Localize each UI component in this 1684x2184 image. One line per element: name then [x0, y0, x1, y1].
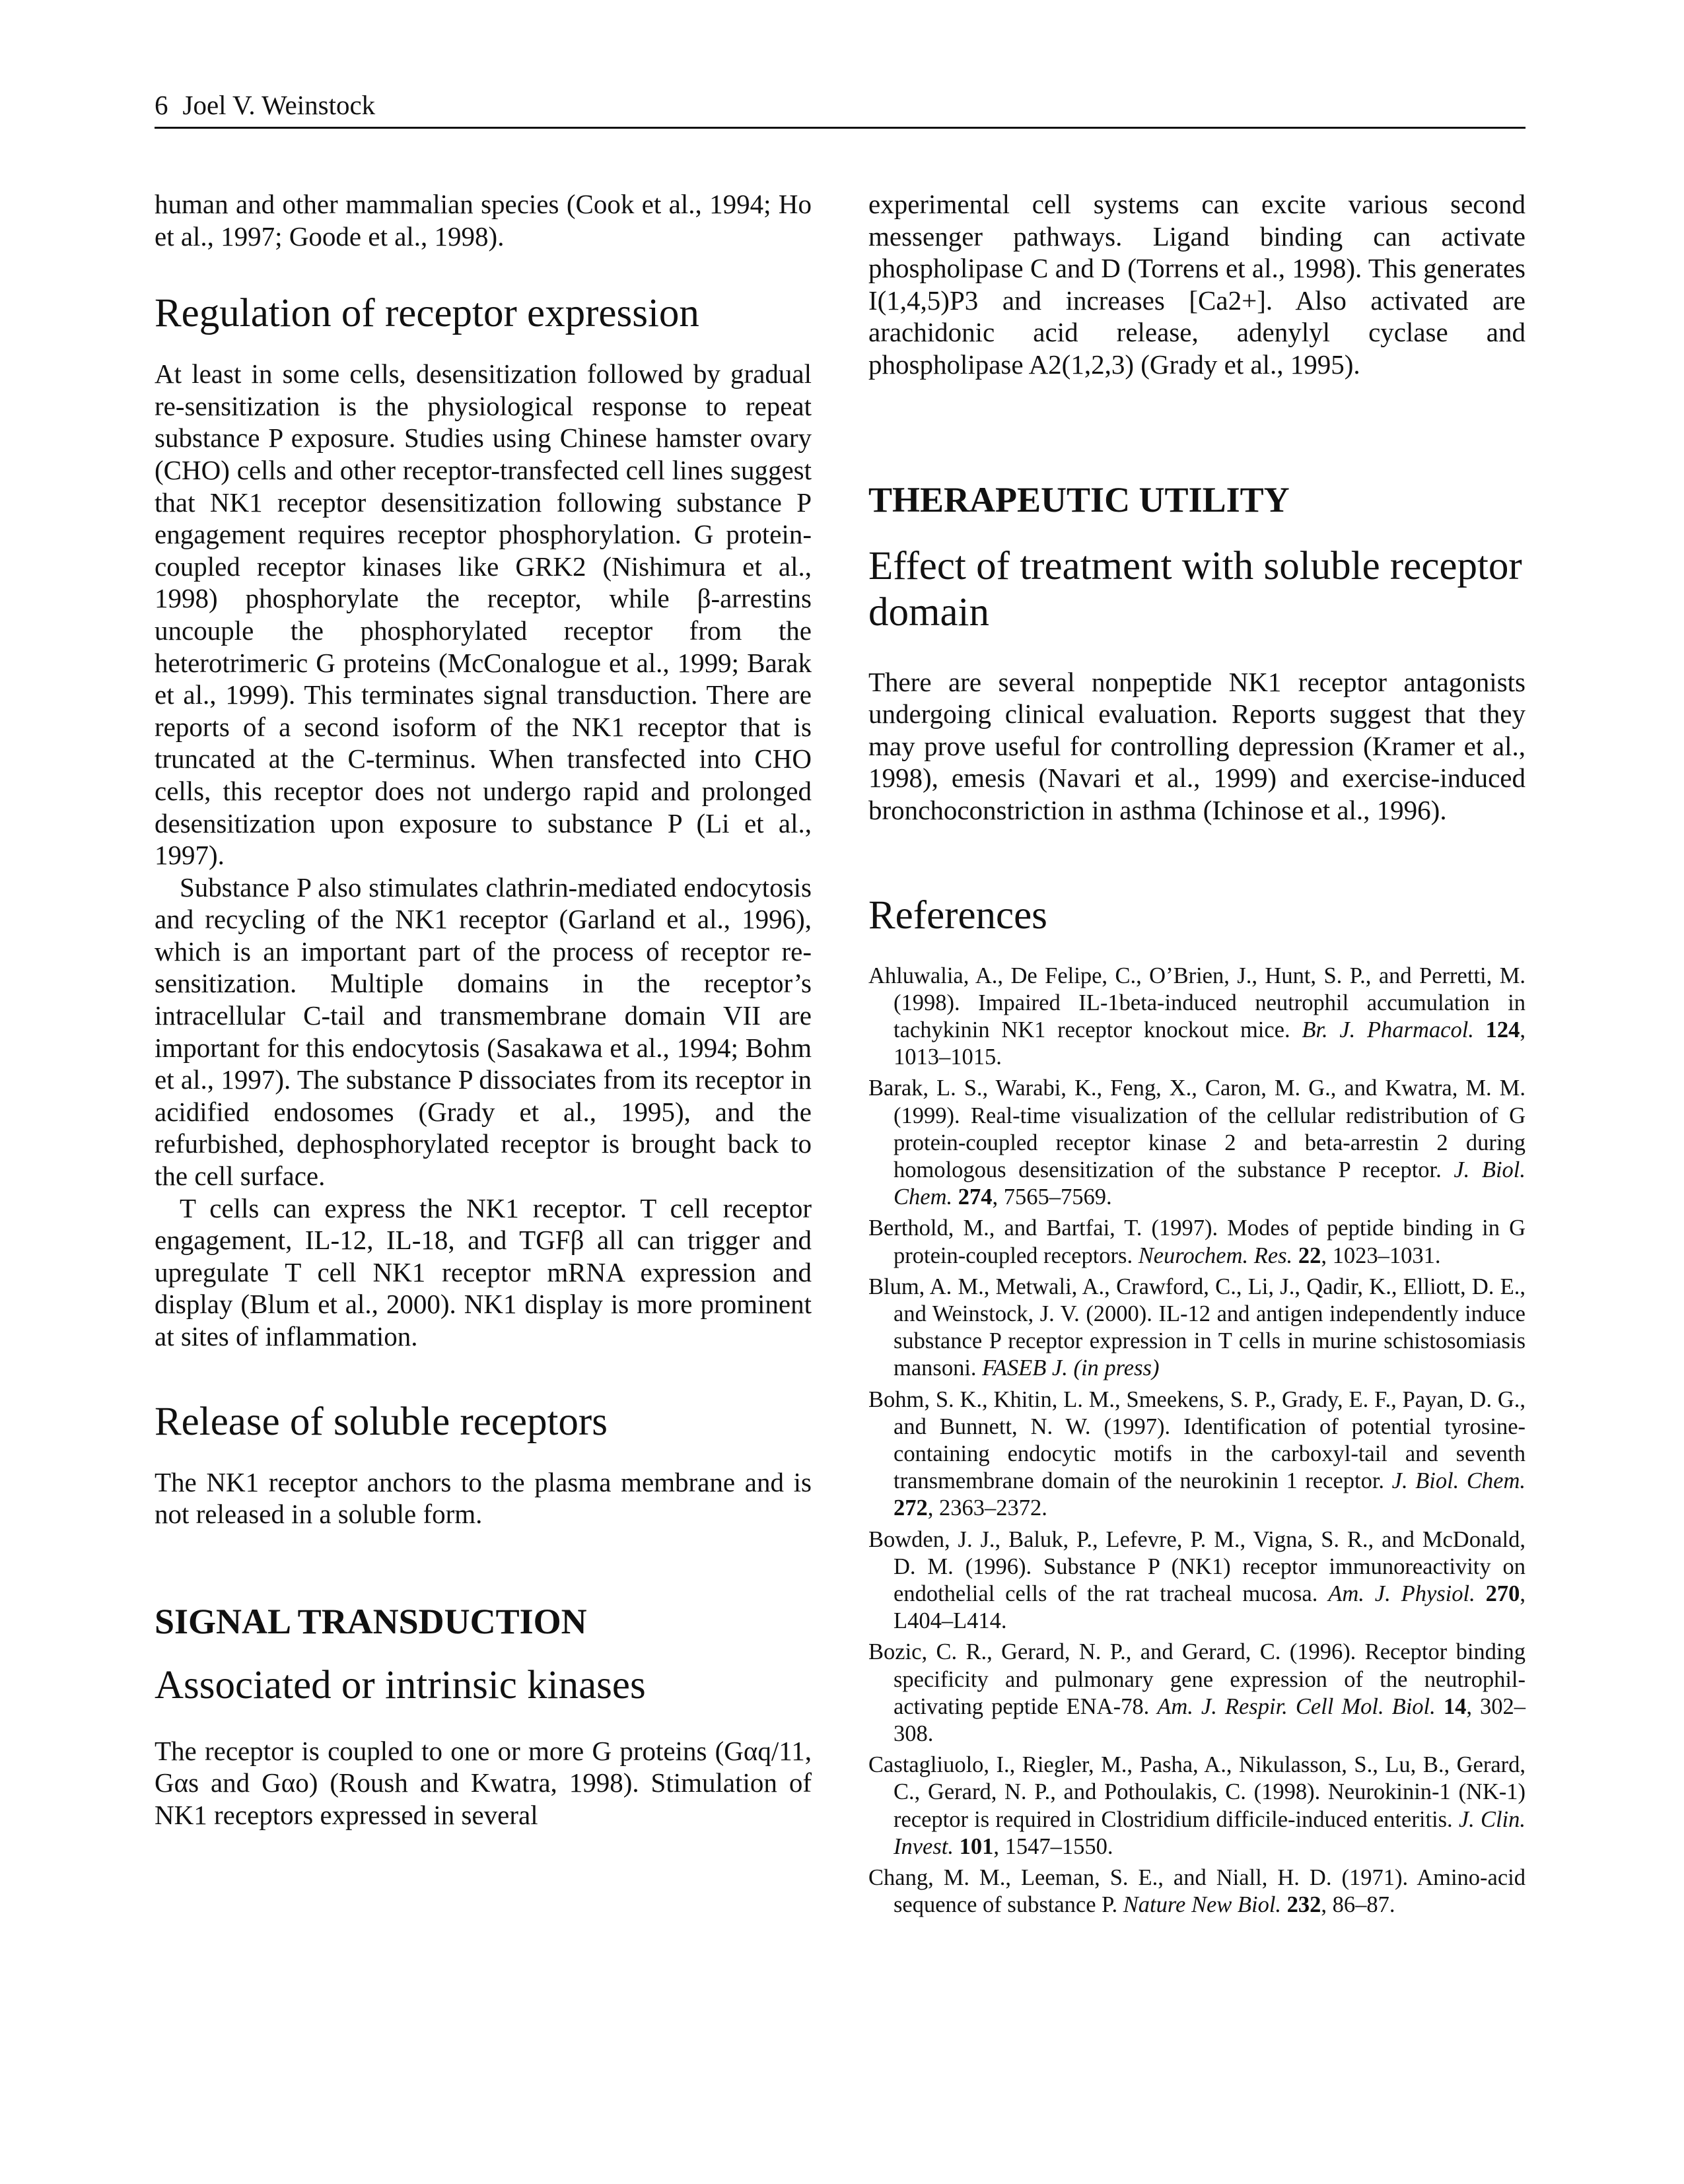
- reference-list: [868, 963, 1526, 1919]
- regulation-paragraph-1: At least in some cells, desensitization followed by gradual re-sensitization is the physiological response to repeat substance P exposure. Studies using Chinese hamster ovary (CHO) cells and other receptor-transfected cell lines suggest that NK1 receptor desensitization following substance P engagement requires receptor phosphorylation. G protein-coupled receptor kinases like GRK2 (Nishimura et al., 1998) phosphorylate the receptor, while β-arrestins uncouple the phosphorylated receptor from the heterotrimeric G proteins (McConalogue et al., 1999; Barak et al., 1999). This terminates signal transduction. There are reports of a second isoform of the NK1 receptor that is truncated at the C-terminus. When transfected into CHO cells, this receptor does not undergo rapid and prolonged desensitization upon exposure to substance P (Li et al., 1997).: [155, 358, 812, 871]
- heading-references: References: [868, 893, 1047, 938]
- regulation-paragraph-2: Substance P also stimulates clathrin-mediated endocytosis and recycling of the NK1 receptor (Garland et al., 1996), which is an important part of the process of receptor re-sensitization. Multiple domains in the receptor’s intracellular C-tail and transmembrane domain VII are important for this endocytosis (Sasakawa et al., 1994; Bohm et al., 1997). The substance P dissociates from its receptor in acidified endosomes (Grady et al., 1995), and the refurbished, dephosphorylated receptor is brought back to the cell surface.: [155, 871, 812, 1192]
- heading-regulation: Regulation of receptor expression: [155, 291, 699, 336]
- heading-release: Release of soluble receptors: [155, 1399, 608, 1444]
- reference-item: Blum, A. M., Metwali, A., Crawford, C., Li, J., Qadir, K., Elliott, D. E., and Weinstock, J. V. (2000). IL-12 and antigen independently induce substance P receptor expression in T cells in murine schistosomiasis mansoni. FASEB J. (in press): [868, 1274, 1526, 1381]
- heading-signal-transduction: SIGNAL TRANSDUCTION: [155, 1601, 587, 1641]
- reference-item: Berthold, M., and Bartfai, T. (1997). Modes of peptide binding in G protein-coupled receptors. Neurochem. Res. 22, 1023–1031.: [868, 1215, 1526, 1268]
- right-column: [868, 188, 1526, 1923]
- intro-paragraph: human and other mammalian species (Cook et al., 1994; Ho et al., 1997; Goode et al., 1998).: [155, 189, 812, 252]
- signal-paragraph: The receptor is coupled to one or more G proteins (Gαq/11, Gαs and Gαo) (Roush and Kwatra, 1998). Stimulation of NK1 receptors expressed in several: [155, 1735, 812, 1830]
- release-paragraph: The NK1 receptor anchors to the plasma membrane and is not released in a soluble form.: [155, 1466, 812, 1530]
- page-number: 6: [155, 90, 168, 120]
- heading-effect-of-treatment: Effect of treatment with soluble receptor domain: [868, 543, 1522, 634]
- regulation-paragraph-3: T cells can express the NK1 receptor. T cell receptor engagement, IL-12, IL-18, and TGFβ all can trigger and upregulate T cell NK1 receptor mRNA expression and display (Blum et al., 2000). NK1 display is more prominent at sites of inflammation.: [155, 1192, 812, 1351]
- heading-kinases: Associated or intrinsic kinases: [155, 1662, 646, 1707]
- continuation-paragraph: experimental cell systems can excite various second messenger pathways. Ligand binding can activate phospholipase C and D (Torrens et al., 1998). This generates I(1,4,5)P3 and increases [Ca2+]. Also activated are arachidonic acid release, adenylyl cyclase and phospholipase A2(1,2,3) (Grady et al., 1995).: [868, 189, 1526, 380]
- left-column: [155, 188, 812, 1831]
- reference-item: Barak, L. S., Warabi, K., Feng, X., Caron, M. G., and Kwatra, M. M. (1999). Real-time visualization of the cellular redistribution of G protein-coupled receptor kinase 2 and beta-arrestin 2 during homologous desensitization of the substance P receptor. J. Biol. Chem. 274, 7565–7569.: [868, 1075, 1526, 1210]
- reference-item: Ahluwalia, A., De Felipe, C., O’Brien, J., Hunt, S. P., and Perretti, M. (1998). Impaired IL-1beta-induced neutrophil accumulation in tachykinin NK1 receptor knockout mice. Br. J. Pharmacol. 124, 1013–1015.: [868, 963, 1526, 1070]
- therapeutic-paragraph: There are several nonpeptide NK1 receptor antagonists undergoing clinical evaluation. Reports suggest that they may prove useful for controlling depression (Kramer et al., 1998), emesis (Navari et al., 1999) and exercise-induced bronchoconstriction in asthma (Ichinose et al., 1996).: [868, 666, 1526, 825]
- running-header: [155, 86, 1526, 129]
- reference-item: Bowden, J. J., Baluk, P., Lefevre, P. M., Vigna, S. R., and McDonald, D. M. (1996). Substance P (NK1) receptor immunoreactivity on endothelial cells of the rat tracheal mucosa. Am. J. Physiol. 270, L404–L414.: [868, 1526, 1526, 1634]
- author-name: Joel V. Weinstock: [182, 90, 376, 120]
- reference-item: Castagliuolo, I., Riegler, M., Pasha, A., Nikulasson, S., Lu, B., Gerard, C., Gerard, N. P., and Pothoulakis, C. (1998). Neurokinin-1 (NK-1) receptor is required in Clostridium difficile-induced enteritis. J. Clin. Invest. 101, 1547–1550.: [868, 1752, 1526, 1859]
- reference-item: Bohm, S. K., Khitin, L. M., Smeekens, S. P., Grady, E. F., Payan, D. G., and Bunnett, N. W. (1997). Identification of potential tyrosine-containing endocytic motifs in the carboxyl-tail and seventh transmembrane domain of the neurokinin 1 receptor. J. Biol. Chem. 272, 2363–2372.: [868, 1386, 1526, 1521]
- reference-item: Bozic, C. R., Gerard, N. P., and Gerard, C. (1996). Receptor binding specificity and pulmonary gene expression of the neutrophil-activating peptide ENA-78. Am. J. Respir. Cell Mol. Biol. 14, 302–308.: [868, 1639, 1526, 1747]
- heading-therapeutic-utility: THERAPEUTIC UTILITY: [868, 479, 1290, 520]
- reference-item: Chang, M. M., Leeman, S. E., and Niall, H. D. (1971). Amino-acid sequence of substance P. Nature New Biol. 232, 86–87.: [868, 1865, 1526, 1918]
